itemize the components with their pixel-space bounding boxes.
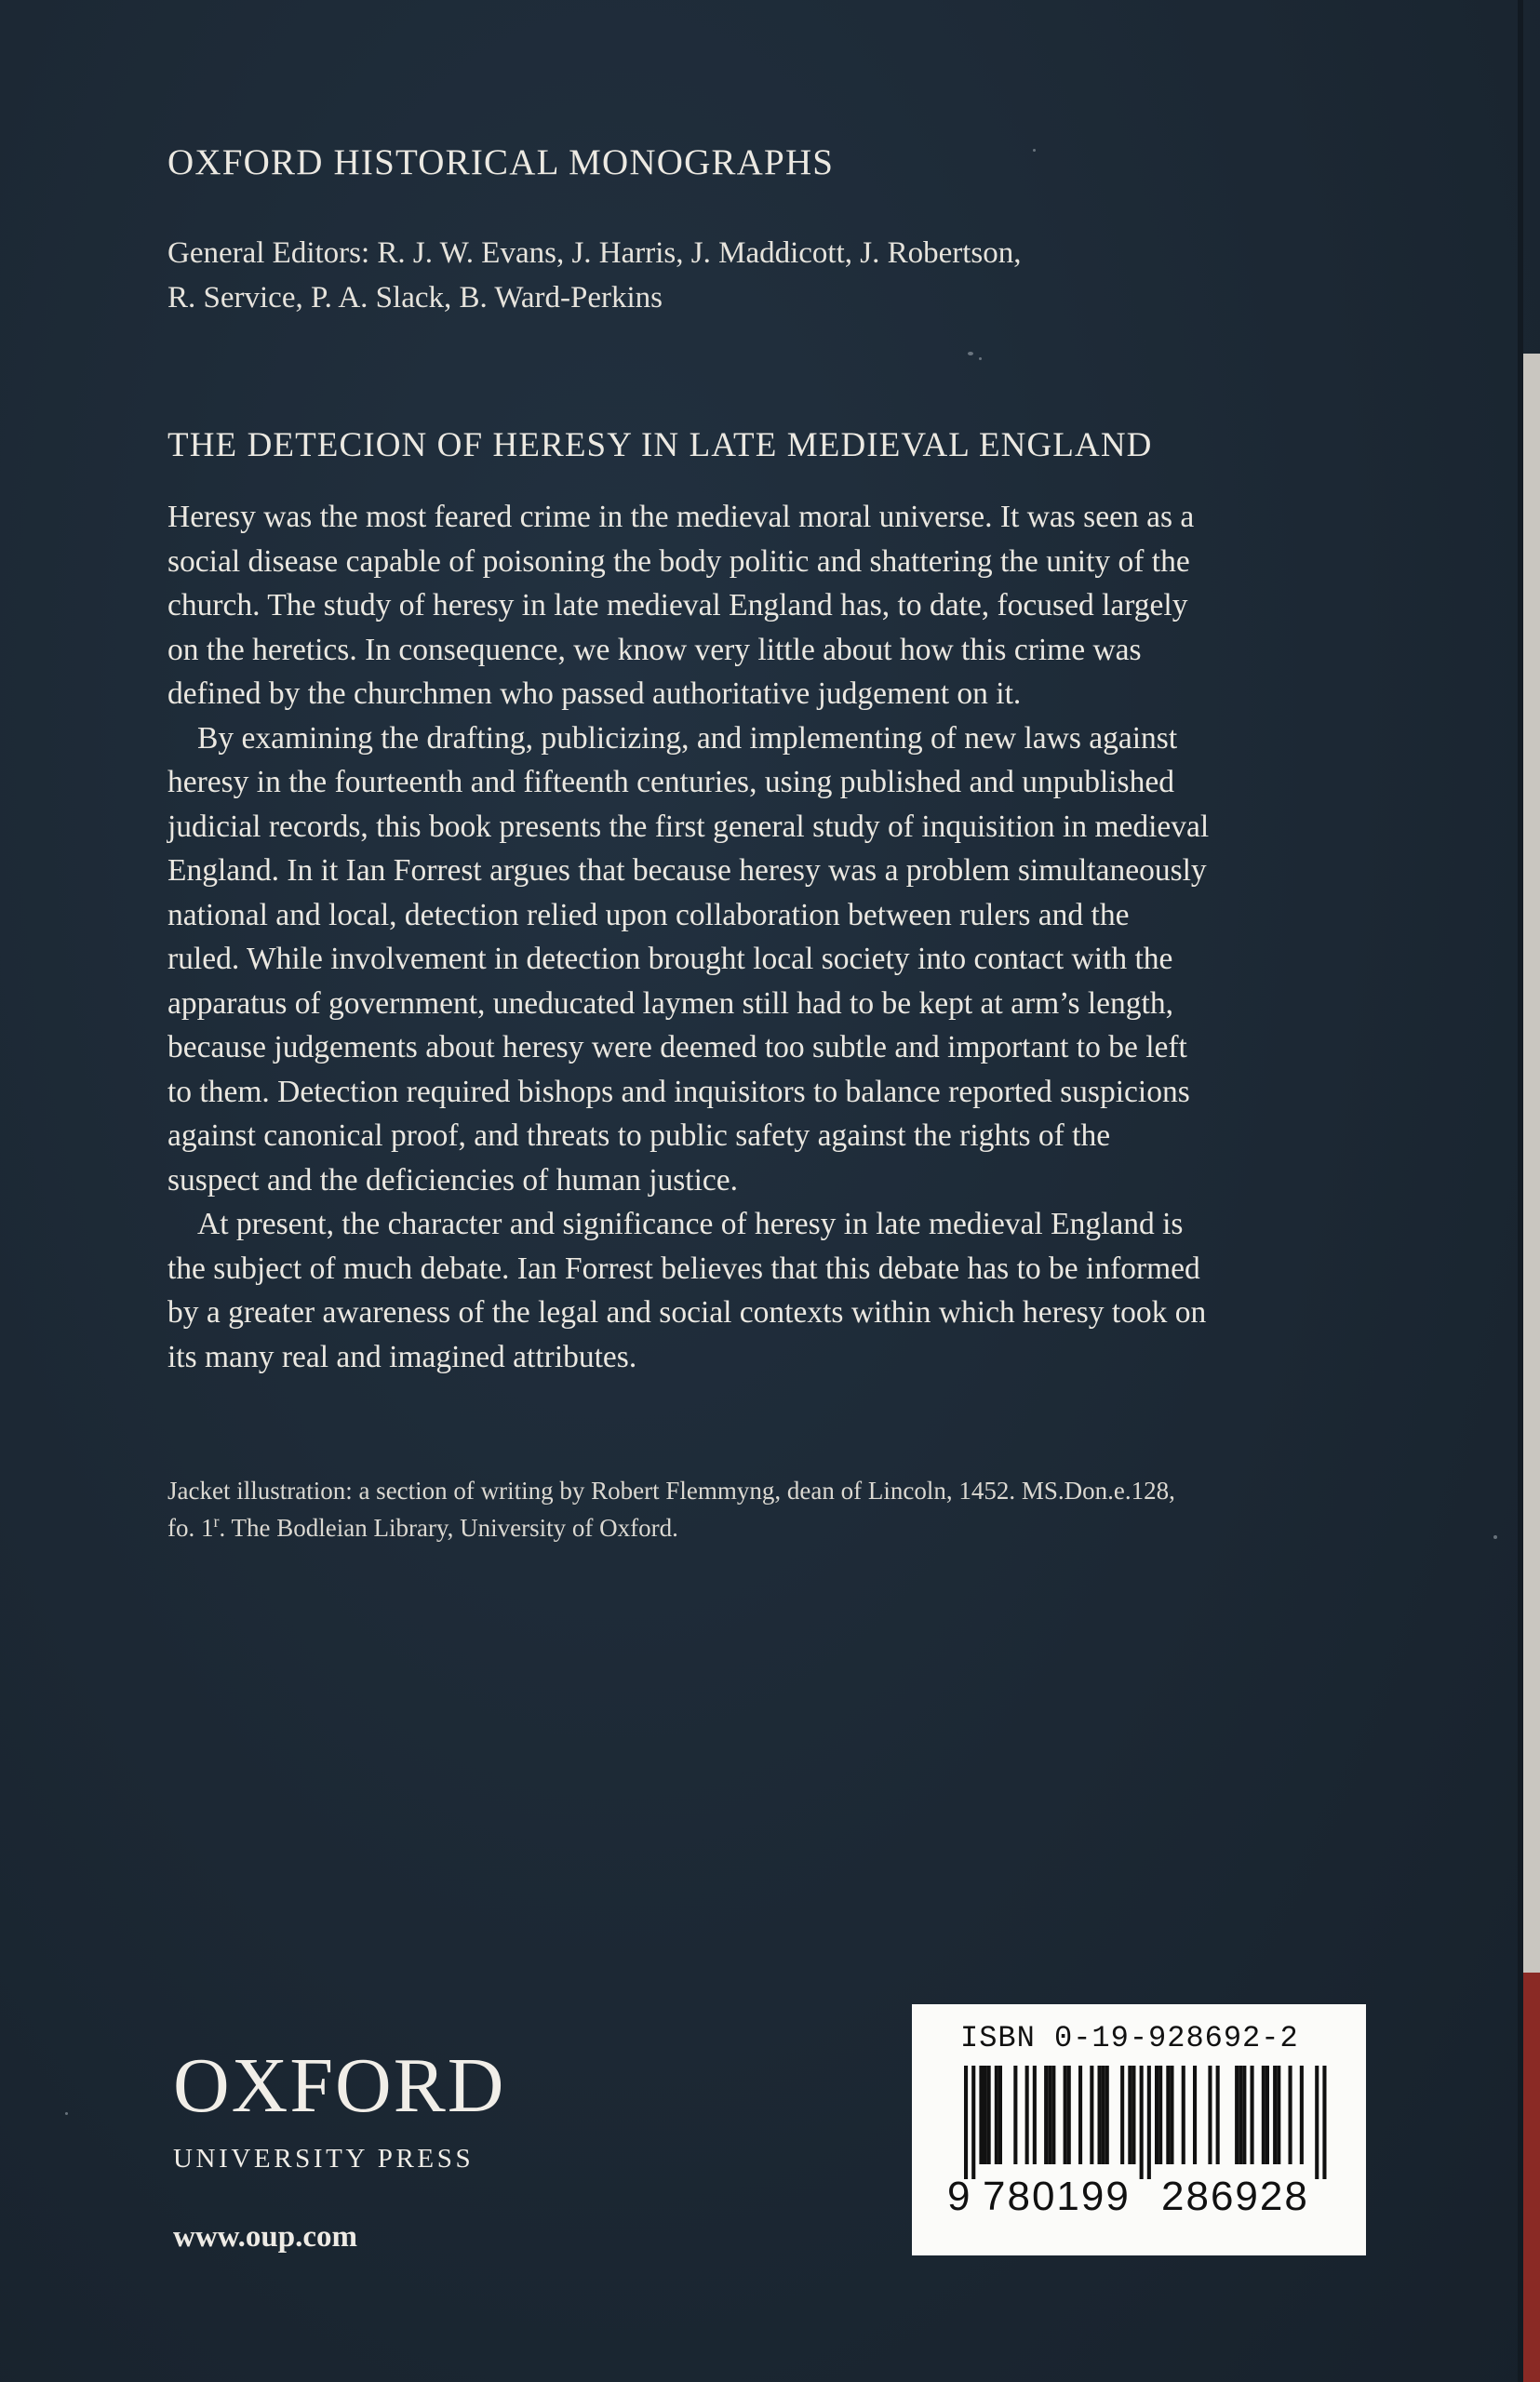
description-line: church. The study of heresy in late medieval England has, to date, focused largely <box>167 588 1188 622</box>
barcode-bar <box>1098 2066 1102 2164</box>
editors-line: R. Service, P. A. Slack, B. Ward-Perkins <box>167 281 663 314</box>
ean-lead-digit: 9 <box>947 2174 971 2219</box>
barcode-bar <box>1155 2066 1158 2164</box>
barcode-bar <box>1193 2066 1197 2164</box>
barcode-bar <box>1132 2066 1135 2164</box>
barcode-bar <box>1289 2066 1292 2164</box>
description-line: At present, the character and significance of heresy in late medieval England is <box>197 1207 1184 1241</box>
book-description <box>167 495 1359 1379</box>
barcode-bar <box>1265 2066 1269 2164</box>
barcode-bar <box>1166 2066 1170 2164</box>
barcode-bar <box>1051 2066 1055 2164</box>
barcode-bar <box>1315 2066 1319 2179</box>
barcode-bar <box>1216 2066 1220 2164</box>
barcode-bar <box>1090 2066 1093 2164</box>
oxford-wordmark: OXFORD <box>173 2042 506 2129</box>
barcode-bar <box>998 2066 1002 2164</box>
barcode-bar <box>984 2066 987 2164</box>
university-press-label: UNIVERSITY PRESS <box>173 2144 475 2174</box>
description-line: judicial records, this book presents the first general study of inquisition in medieval <box>167 809 1210 844</box>
description-line: suspect and the deficiencies of human justice. <box>167 1162 739 1198</box>
description-line: the subject of much debate. Ian Forrest believes that this debate has to be informed <box>167 1251 1200 1286</box>
description-line: Heresy was the most feared crime in the medieval moral universe. It was seen as a <box>167 500 1195 534</box>
general-editors <box>167 231 1210 320</box>
description-line: against canonical proof, and threats to public safety against the rights of the <box>167 1118 1111 1153</box>
barcode-bar <box>1235 2066 1239 2164</box>
description-line: because judgements about heresy were deemed too subtle and important to be left <box>167 1030 1187 1064</box>
barcode-bar <box>1273 2066 1277 2164</box>
ean-right-group: 286928 <box>1161 2174 1309 2219</box>
description-line: heresy in the fourteenth and fifteenth centuries, using published and unpublished <box>167 765 1174 799</box>
barcode-bar <box>1033 2066 1037 2164</box>
barcode-bar <box>1147 2066 1151 2179</box>
description-line: apparatus of government, uneducated laymen still had to be kept at arm’s length, <box>167 985 1173 1021</box>
description-line: its many real and imagined attributes. <box>167 1339 637 1374</box>
book-title: THE DETECION OF HERESY IN LATE MEDIEVAL ENGLAND <box>167 426 1153 464</box>
barcode-bar <box>1102 2066 1105 2164</box>
barcode-bar <box>1300 2066 1304 2164</box>
description-line: By examining the drafting, publicizing, and implementing of new laws against <box>197 720 1178 756</box>
barcode-bar <box>1208 2066 1212 2164</box>
description-line: by a greater awareness of the legal and social contexts within which heresy took on <box>167 1295 1207 1330</box>
page-edge <box>1523 354 1540 1973</box>
barcode-bar <box>1105 2066 1109 2164</box>
publisher-website: www.oup.com <box>173 2220 358 2254</box>
barcode-bar <box>987 2066 991 2164</box>
barcode-bar <box>1067 2066 1071 2164</box>
series-title: OXFORD HISTORICAL MONOGRAPHS <box>167 142 835 182</box>
description-line: ruled. While involvement in detection brought local society into contact with the <box>167 942 1173 976</box>
description-line: to them. Detection required bishops and inquisitors to balance reported suspicions <box>167 1074 1190 1109</box>
barcode-bar <box>1239 2066 1242 2164</box>
barcode-bar <box>1120 2066 1124 2164</box>
credit-line <box>167 1509 1377 1546</box>
barcode-icon <box>944 2066 1334 2179</box>
barcode-bar <box>1064 2066 1067 2164</box>
description-line: national and local, detection relied upon collaboration between rulers and the <box>167 897 1130 932</box>
barcode-bar <box>1078 2066 1082 2164</box>
barcode-bar <box>1025 2066 1029 2164</box>
barcode-bar <box>1128 2066 1132 2164</box>
barcode-bar <box>1048 2066 1051 2164</box>
barcode-bar <box>1013 2066 1017 2164</box>
description-line: social disease capable of poisoning the body politic and shattering the unity of the <box>167 543 1190 579</box>
credit-line: Jacket illustration: a section of writing by Robert Flemmyng, dean of Lincoln, 1452. MS.Don.e.128, <box>167 1477 1175 1505</box>
barcode-bar <box>1140 2066 1144 2179</box>
description-line: England. In it Ian Forrest argues that because heresy was a problem simultaneously <box>167 853 1207 888</box>
isbn-barcode-label <box>912 2004 1366 2255</box>
barcode-bar <box>1322 2066 1326 2179</box>
barcode-bar <box>1170 2066 1173 2164</box>
publisher-logo <box>173 2042 506 2175</box>
barcode-bar <box>1262 2066 1265 2164</box>
barcode-bar <box>1158 2066 1162 2164</box>
barcode-bar <box>979 2066 983 2164</box>
spine-edge <box>1523 1973 1540 2382</box>
barcode-bar <box>964 2066 968 2179</box>
barcode-bar <box>1242 2066 1246 2164</box>
barcode-bar <box>1277 2066 1280 2164</box>
editors-line: General Editors: R. J. W. Evans, J. Harris, J. Maddicott, J. Robertson, <box>167 236 1022 270</box>
credit-recto-mark: r <box>213 1512 220 1531</box>
ean-left-group: 780199 <box>983 2174 1131 2219</box>
barcode-bar <box>995 2066 998 2164</box>
isbn-number: ISBN 0-19-928692-2 <box>960 2021 1299 2055</box>
jacket-illustration-credit <box>167 1472 1377 1546</box>
barcode-bar <box>1251 2066 1254 2164</box>
barcode-bar <box>971 2066 975 2179</box>
description-line: on the heretics. In consequence, we know very little about how this crime was <box>167 632 1142 667</box>
description-line: defined by the churchmen who passed authoritative judgement on it. <box>167 676 1022 711</box>
barcode-bar <box>1182 2066 1185 2164</box>
credit-library: . The Bodleian Library, University of Oxford. <box>219 1514 678 1542</box>
credit-folio: fo. 1 <box>167 1514 214 1542</box>
barcode-bar <box>1044 2066 1048 2164</box>
